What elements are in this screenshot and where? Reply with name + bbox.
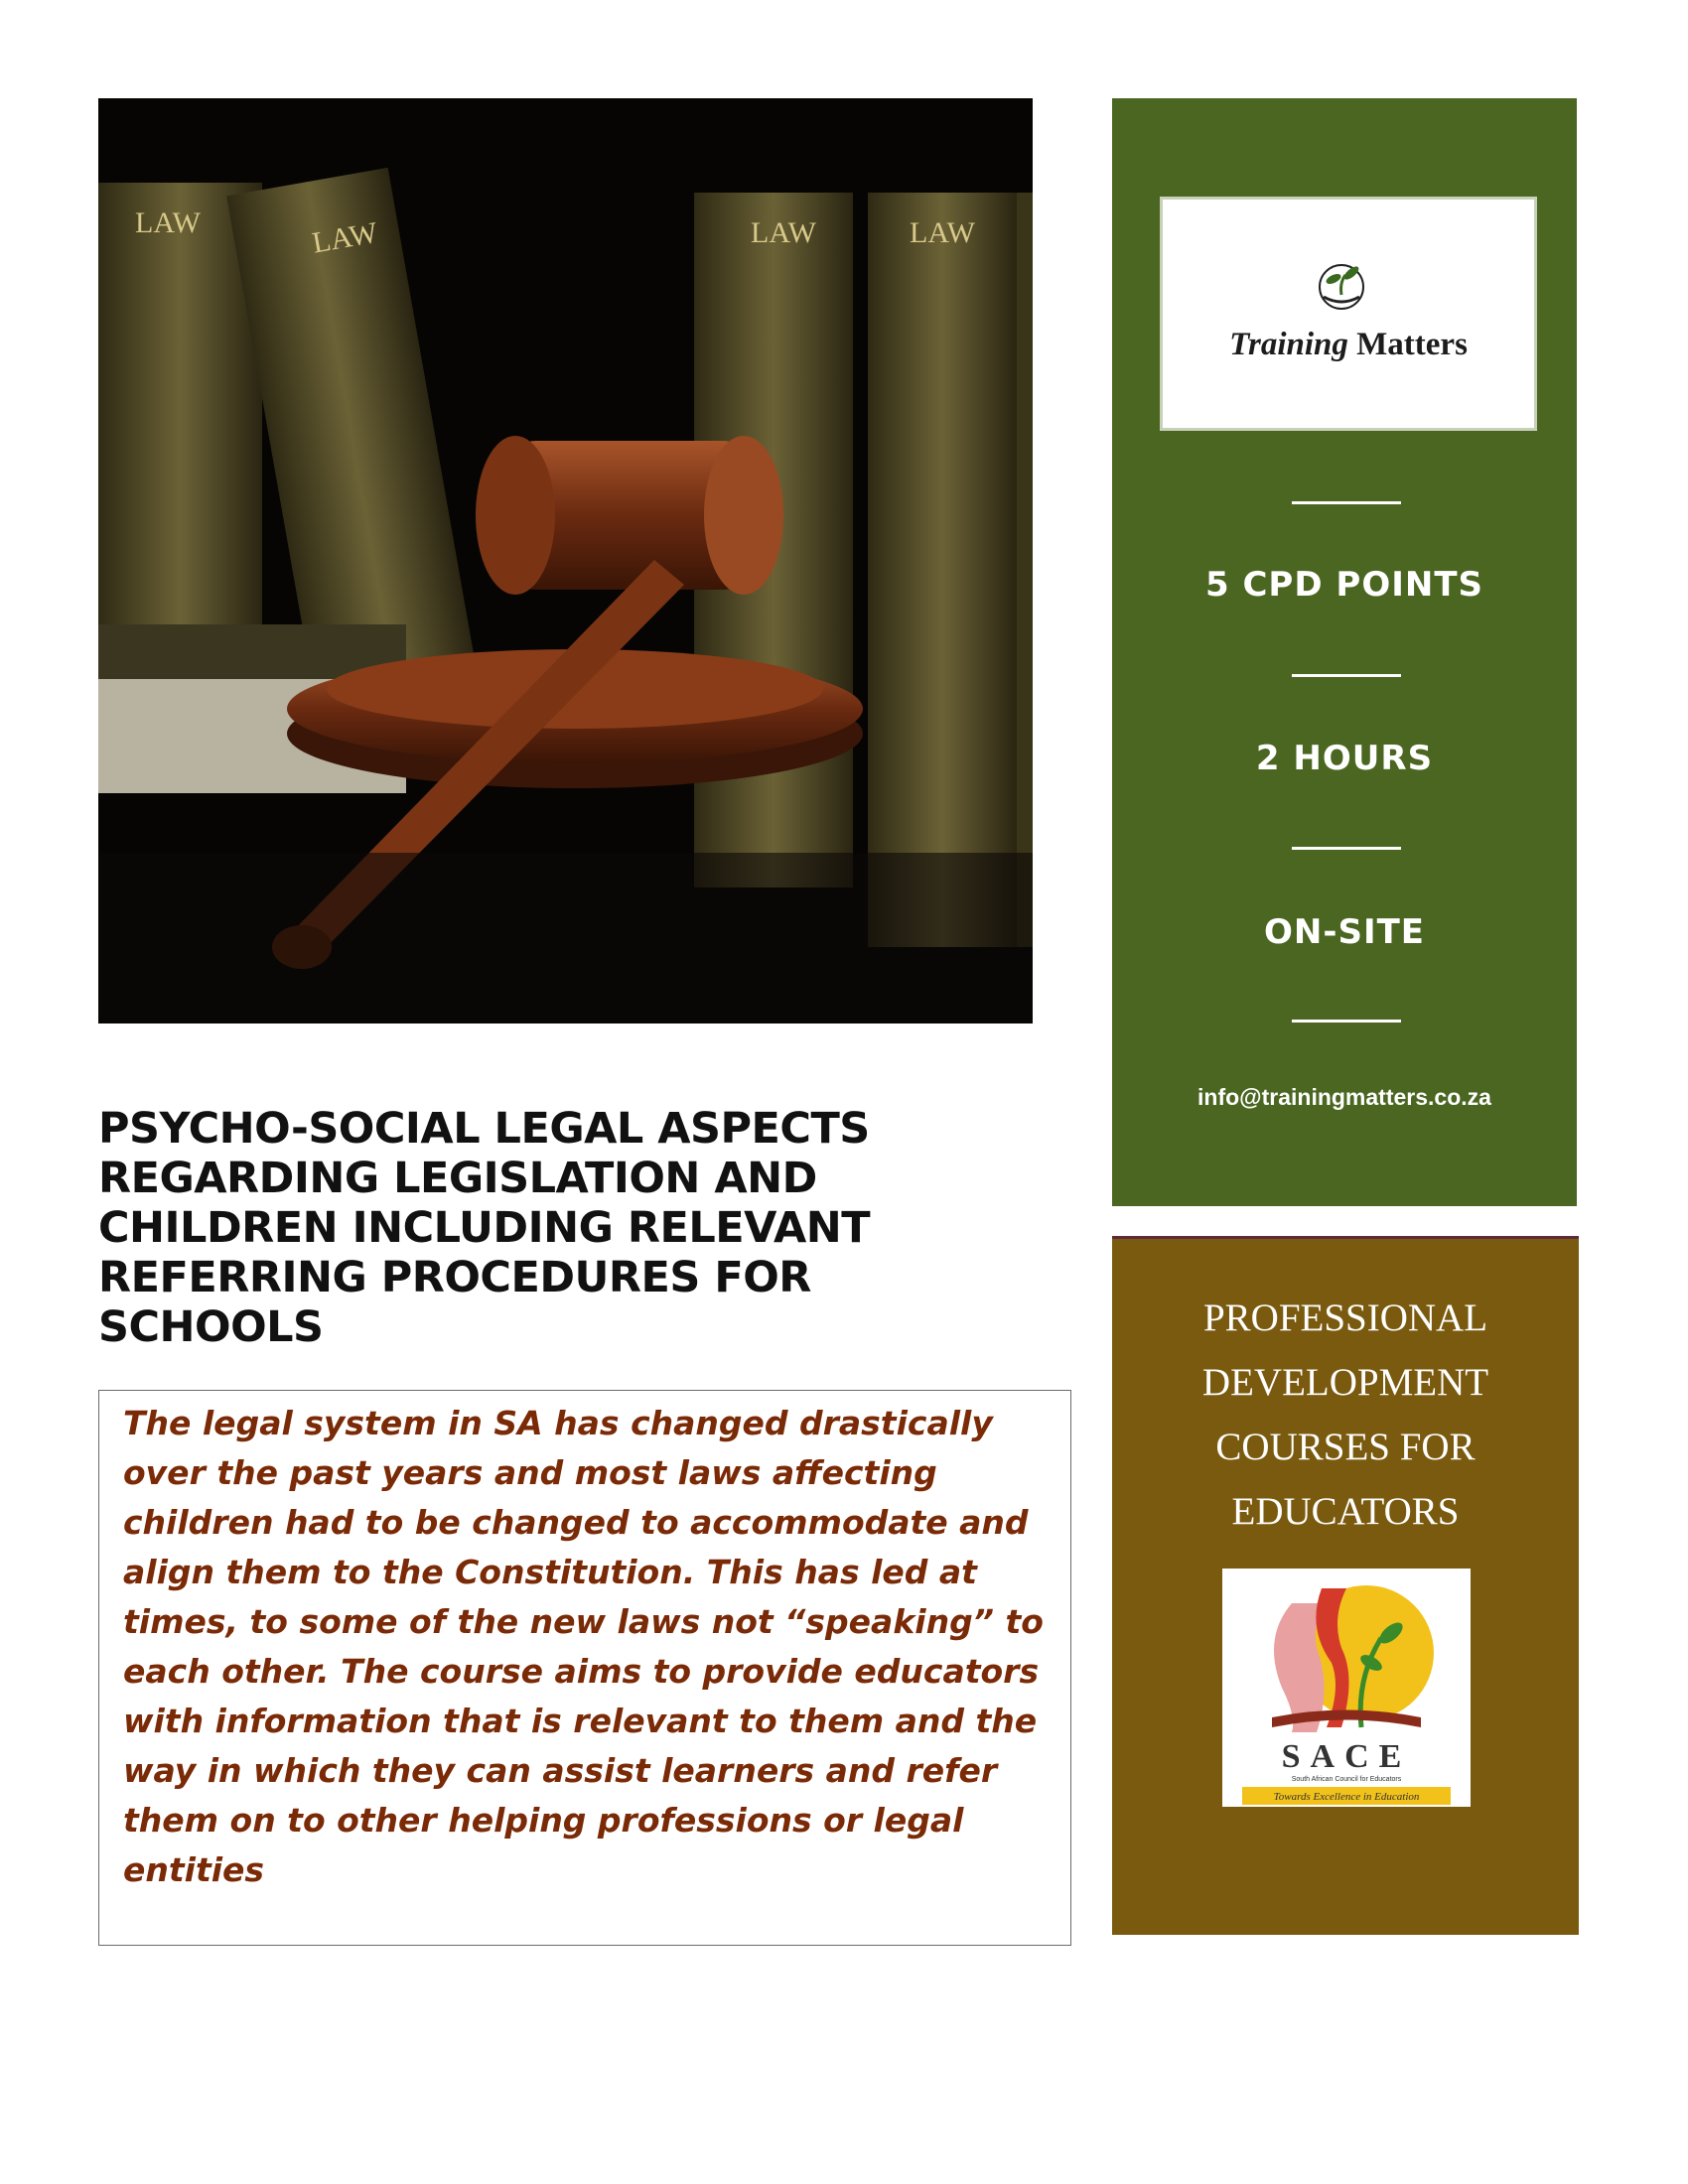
book-label: LAW (135, 206, 201, 239)
cpd-points: 5 CPD POINTS (1204, 565, 1484, 605)
law-books-gavel-photo (98, 98, 1033, 1024)
pd-heading (1112, 1286, 1579, 1544)
divider (1292, 674, 1401, 677)
course-title: PSYCHO-SOCIAL LEGAL ASPECTS REGARDING LEGISLATION AND CHILDREN INCLUDING RELEVANT REFERRING PROCEDURES FOR SCHOOLS (98, 1104, 871, 1352)
book-label: LAW (310, 215, 380, 260)
sace-full-name: South African Council for Educators (1291, 1776, 1402, 1783)
location-type: ON-SITE (1263, 912, 1426, 952)
pd-line: EDUCATORS (1231, 1490, 1460, 1533)
pd-line: COURSES FOR (1215, 1426, 1476, 1468)
book-label: LAW (910, 216, 975, 249)
description-box (98, 1390, 1071, 1946)
logo-word-training: Training (1229, 327, 1348, 362)
contact-email[interactable]: info@trainingmatters.co.za (1197, 1084, 1491, 1110)
sace-logo (1222, 1569, 1471, 1807)
book-label: LAW (751, 216, 816, 249)
plant-hand-icon (1312, 261, 1371, 313)
course-description: The legal system in SA has changed drastically over the past years and most laws affecting children had to be changed to accommodate and align them to the Constitution. This has led at times, to some of the new laws not “speaking” to each other. The course aims to provide educators with information that is relevant to them and the way in which they can assist learners and refer them on to other helping professions or legal entities (123, 1404, 1044, 1889)
pd-line: PROFESSIONAL (1202, 1297, 1488, 1339)
training-matters-logo (1160, 197, 1537, 431)
sace-name: SACE (1281, 1738, 1412, 1775)
divider (1292, 847, 1401, 850)
divider (1292, 501, 1401, 504)
pd-line: DEVELOPMENT (1201, 1361, 1489, 1404)
info-sidebar (1112, 98, 1577, 1206)
divider (1292, 1020, 1401, 1023)
law-book (868, 193, 1017, 947)
sace-tagline: Towards Excellence in Education (1273, 1791, 1420, 1803)
duration: 2 HOURS (1255, 739, 1434, 778)
pd-panel (1112, 1236, 1579, 1935)
logo-word-matters: Matters (1347, 327, 1468, 362)
